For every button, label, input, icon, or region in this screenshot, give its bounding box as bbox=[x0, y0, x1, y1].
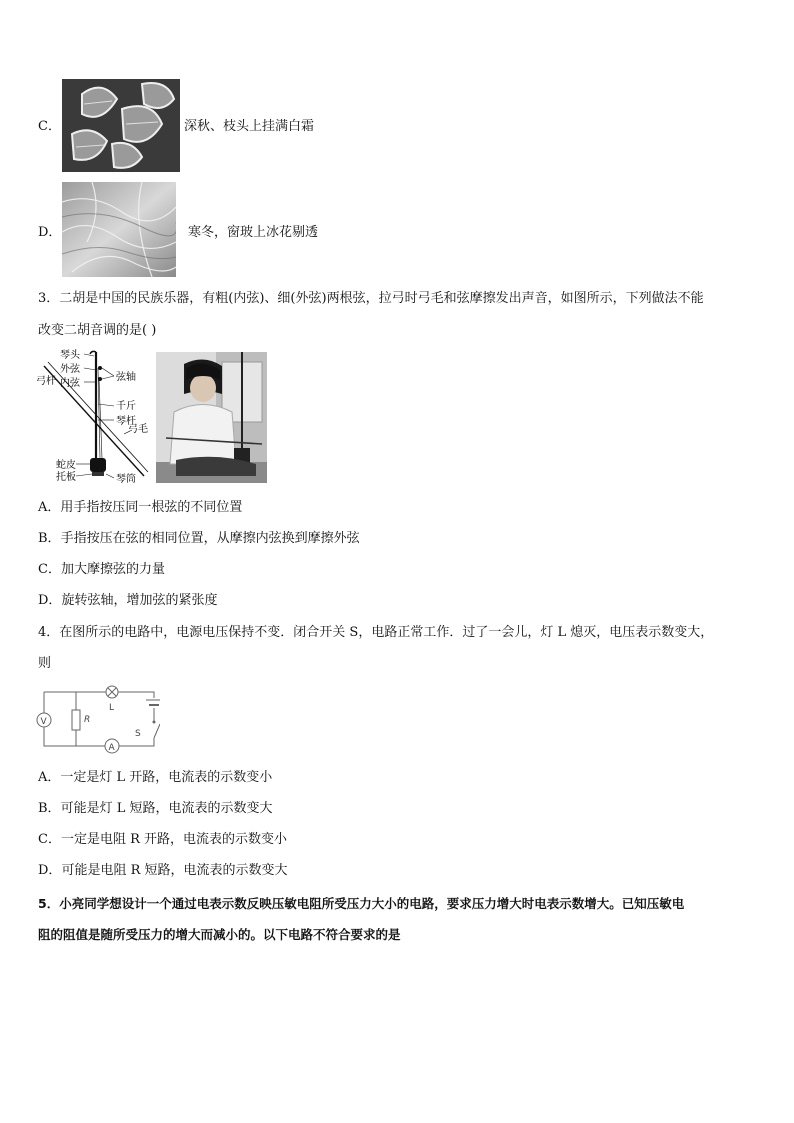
label-qintou: 琴头 bbox=[60, 350, 80, 361]
question-text: 在图所示的电路中，电源电压保持不变．闭合开关 S，电路正常工作．过了一会儿，灯 L 熄灭，电压表示数变大， bbox=[59, 625, 714, 640]
label-waixian: 外弦 bbox=[60, 364, 80, 375]
frost-leaves-photo bbox=[62, 79, 180, 172]
option-letter: A． bbox=[38, 500, 61, 515]
resistor-label: R bbox=[84, 715, 91, 725]
q4-stem-line2: 则 bbox=[38, 656, 52, 671]
question-number: 3． bbox=[38, 291, 60, 306]
option-letter: D． bbox=[38, 593, 62, 608]
ammeter-label: A bbox=[108, 743, 115, 753]
option-text: 一定是电阻 R 开路，电流表的示数变小 bbox=[60, 832, 288, 847]
label-shepi: 蛇皮 bbox=[56, 460, 76, 471]
label-qintong: 琴筒 bbox=[116, 474, 136, 484]
label-gonggan: 弓杆 bbox=[36, 376, 56, 387]
erhu-player-photo bbox=[156, 352, 267, 483]
q3-stem-line2: 改变二胡音调的是( ) bbox=[38, 323, 157, 338]
q3-option-a bbox=[38, 499, 242, 517]
lamp-label: L bbox=[109, 703, 115, 713]
option-text: 用手指按压同一根弦的不同位置 bbox=[60, 500, 243, 515]
q4-option-b bbox=[38, 800, 272, 818]
q4-option-a bbox=[38, 769, 272, 787]
switch-label: S bbox=[135, 729, 141, 739]
question-text: 小亮同学想设计一个通过电表示数反映压敏电阻所受压力大小的电路，要求压力增大时电表示数增大。已知压敏电 bbox=[59, 896, 685, 911]
option-text: 可能是电阻 R 短路，电流表的示数变大 bbox=[61, 863, 288, 878]
q3-stem-line1 bbox=[38, 290, 704, 308]
q4-stem-line1 bbox=[38, 624, 713, 642]
q2-option-d-text: 寒冬，窗玻上冰花剔透 bbox=[188, 225, 319, 240]
option-text: 加大摩擦弦的力量 bbox=[60, 562, 165, 577]
voltmeter-label: V bbox=[40, 717, 47, 727]
option-letter: C． bbox=[38, 119, 61, 134]
question-number: 5． bbox=[38, 896, 60, 911]
erhu-diagram bbox=[36, 348, 156, 484]
option-letter: B． bbox=[38, 531, 61, 546]
option-text: 一定是灯 L 开路，电流表的示数变小 bbox=[60, 770, 273, 785]
q3-option-c bbox=[38, 561, 165, 579]
option-text: 可能是灯 L 短路，电流表的示数变大 bbox=[60, 801, 273, 816]
circuit-diagram bbox=[36, 684, 160, 754]
q3-option-b bbox=[38, 530, 360, 548]
label-tuoban: 托板 bbox=[56, 472, 76, 483]
label-qingan: 琴杆 bbox=[116, 416, 136, 427]
q4-option-c bbox=[38, 831, 287, 849]
label-xianzhou: 弦轴 bbox=[116, 372, 136, 383]
q5-stem-line2: 阻的阻值是随所受压力的增大而减小的。以下电路不符合要求的是 bbox=[38, 927, 401, 942]
option-letter: C． bbox=[38, 562, 61, 577]
option-letter: C． bbox=[38, 832, 61, 847]
q5-stem-line1 bbox=[38, 895, 684, 913]
label-neixian: 内弦 bbox=[60, 378, 80, 389]
q2-option-c-text: 深秋、枝头上挂满白霜 bbox=[184, 119, 315, 134]
option-letter: B． bbox=[38, 801, 61, 816]
label-gongmao: 弓毛 bbox=[128, 424, 148, 435]
option-text: 旋转弦轴，增加弦的紧张度 bbox=[61, 593, 218, 608]
q2-option-d bbox=[38, 224, 61, 242]
resistor-symbol bbox=[72, 710, 80, 730]
ice-flowers-photo bbox=[62, 182, 176, 277]
option-letter: A． bbox=[38, 770, 61, 785]
option-text: 手指按压在弦的相同位置，从摩擦内弦换到摩擦外弦 bbox=[60, 531, 360, 546]
q4-option-d bbox=[38, 862, 288, 880]
question-number: 4． bbox=[38, 625, 60, 640]
option-letter: D． bbox=[38, 225, 62, 240]
option-letter: D． bbox=[38, 863, 62, 878]
q3-option-d bbox=[38, 592, 217, 610]
label-qianjin: 千斤 bbox=[116, 401, 136, 412]
question-text: 二胡是中国的民族乐器，有粗(内弦)、细(外弦)两根弦，拉弓时弓毛和弦摩擦发出声音，如图所示，下列做法不能 bbox=[59, 291, 704, 306]
q2-option-c bbox=[38, 118, 61, 136]
